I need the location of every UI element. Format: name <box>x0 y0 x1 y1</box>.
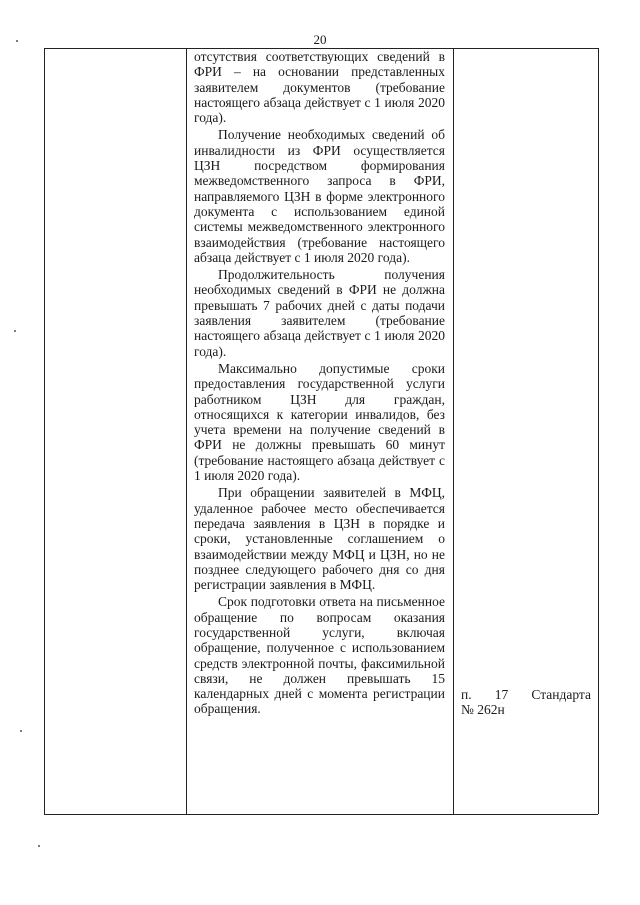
paragraph-fri-duration: Продолжительность получения необходимых сведений в ФРИ не должна превышать 7 рабочих дней с даты подачи заявления заявителем (требование настоящего абзаца действует с 1 июля 2020 года). <box>194 267 445 359</box>
table-cell-reference <box>461 687 591 718</box>
paragraph-mfc-transfer: При обращении заявителей в МФЦ, удаленное рабочее место обеспечивается передача заявления в ЦЗН в порядке и сроки, установленные соглашением о взаимодействии между МФЦ и ЦЗН, но не позднее следующего рабочего дня со дня регистрации заявления в МФЦ. <box>194 485 445 593</box>
table-column-divider-1 <box>186 48 187 814</box>
page-number: 20 <box>313 32 327 47</box>
table-cell-description <box>194 49 445 719</box>
table-border-right <box>598 48 599 814</box>
scan-speck <box>20 730 22 732</box>
paragraph-continuation: отсутствия соответствующих сведений в ФРИ – на основании представленных заявителем документов (требование настоящего абзаца действует с 1 июля 2020 года). <box>194 49 445 126</box>
scan-speck <box>38 845 40 847</box>
reference-line: п. 17 Стандарта <box>461 687 591 702</box>
table-border-left <box>44 48 45 814</box>
scan-speck <box>16 40 18 42</box>
table-column-divider-2 <box>453 48 454 814</box>
paragraph-max-service-time: Максимально допустимые сроки предоставления государственной услуги работником ЦЗН для граждан, относящихся к категории инвалидов, без учета времени на получение сведений в ФРИ не должны превышать 60 минут (требование настоящего абзаца действует с 1 июля 2020 года). <box>194 360 445 484</box>
paragraph-fri-request: Получение необходимых сведений об инвалидности из ФРИ осуществляется ЦЗН посредством формирования межведомственного запроса в ФРИ, направляемого ЦЗН в форме электронного документа с использованием единой системы межведомственного электронного взаимодействия (требование настоящего абзаца действует с 1 июля 2020 года). <box>194 127 445 265</box>
paragraph-response-deadline: Срок подготовки ответа на письменное обращение по вопросам оказания государственной услуги, включая обращение, полученное с использованием средств электронной почты, факсимильной связи, не должен превышать 15 календарных дней с момента регистрации обращения. <box>194 594 445 717</box>
reference-line: № 262н <box>461 702 505 718</box>
scan-speck <box>14 330 16 332</box>
